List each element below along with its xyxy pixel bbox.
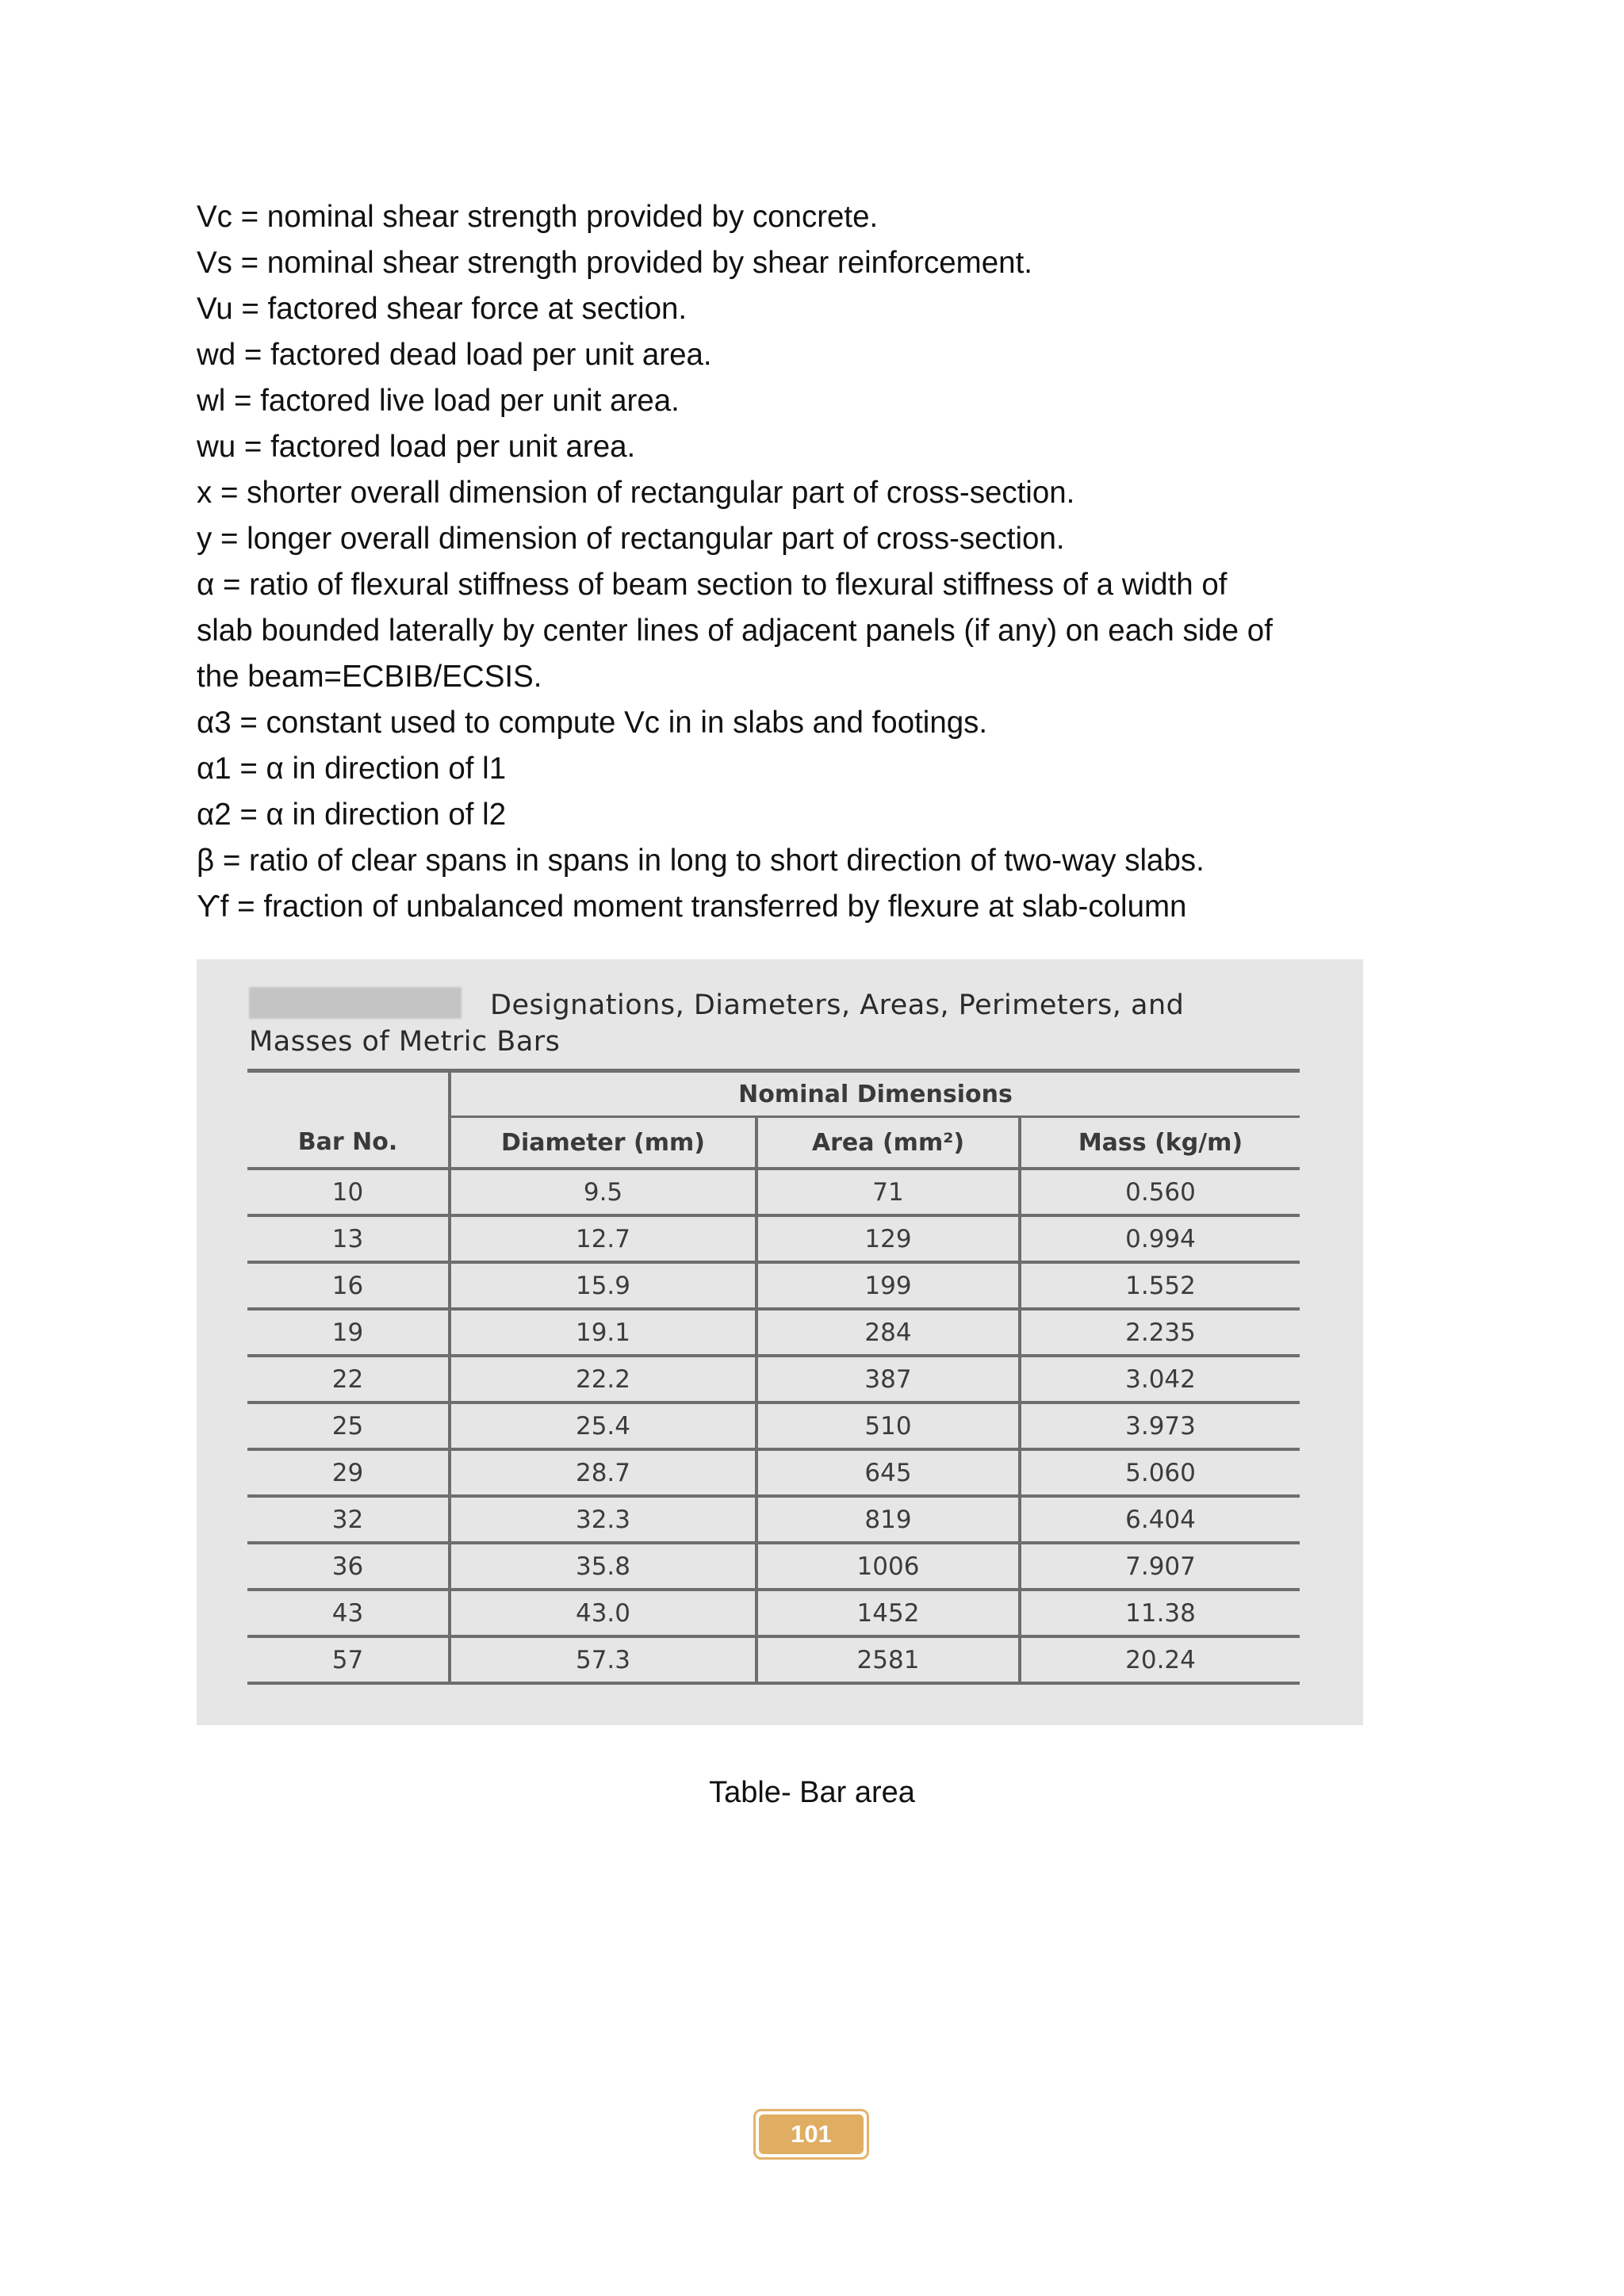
cell-area: 199 [756,1262,1020,1309]
cell-mass: 11.38 [1020,1590,1300,1636]
cell-diameter: 57.3 [450,1636,756,1683]
cell-diameter: 35.8 [450,1543,756,1590]
cell-area: 645 [756,1449,1020,1496]
cell-area: 510 [756,1402,1020,1449]
definition-line: Vu = factored shear force at section. [197,292,688,326]
definition-line: α = ratio of flexural stiffness of beam section to flexural stiffness of a width of [197,568,1228,602]
definition-line: slab bounded laterally by center lines of adjacent panels (if any) on each side of [197,614,1273,648]
definition-line: α3 = constant used to compute Vc in in slabs and footings. [197,706,988,740]
figure-title-line2: Masses of Metric Bars [249,1026,561,1058]
definition-line: α1 = α in direction of l1 [197,752,507,786]
cell-diameter: 28.7 [450,1449,756,1496]
cell-bar-no: 29 [247,1449,450,1496]
cell-bar-no: 25 [247,1402,450,1449]
cell-area: 2581 [756,1636,1020,1683]
cell-mass: 7.907 [1020,1543,1300,1590]
definition-line: α2 = α in direction of l2 [197,798,507,832]
cell-area: 387 [756,1356,1020,1402]
table-row [247,1169,1300,1215]
definition-line: x = shorter overall dimension of rectangular part of cross-section. [197,476,1075,510]
cell-mass: 0.994 [1020,1215,1300,1262]
cell-mass: 5.060 [1020,1449,1300,1496]
page-number: 101 [759,2114,864,2154]
cell-diameter: 15.9 [450,1262,756,1309]
page-number-badge [753,2109,869,2160]
cell-bar-no: 13 [247,1215,450,1262]
cell-bar-no: 36 [247,1543,450,1590]
definition-line: Vs = nominal shear strength provided by shear reinforcement. [197,246,1032,280]
definitions-list [197,194,1386,930]
definition-line: y = longer overall dimension of rectangular part of cross-section. [197,522,1065,556]
figure-title-line1: Designations, Diameters, Areas, Perimeters, and [490,989,1185,1021]
redacted-label [249,987,462,1019]
cell-bar-no: 57 [247,1636,450,1683]
cell-bar-no: 22 [247,1356,450,1402]
table-header-diameter: Diameter (mm) [450,1117,756,1169]
cell-area: 71 [756,1169,1020,1215]
definition-line: wd = factored dead load per unit area. [197,338,712,372]
cell-diameter: 25.4 [450,1402,756,1449]
cell-diameter: 9.5 [450,1169,756,1215]
table-row [247,1496,1300,1543]
cell-area: 1452 [756,1590,1020,1636]
table-group-spacer [247,1073,450,1117]
definition-line: the beam=ECBIB/ECSIS. [197,660,542,694]
cell-mass: 20.24 [1020,1636,1300,1683]
cell-bar-no: 32 [247,1496,450,1543]
cell-diameter: 12.7 [450,1215,756,1262]
cell-diameter: 32.3 [450,1496,756,1543]
cell-bar-no: 43 [247,1590,450,1636]
cell-area: 284 [756,1309,1020,1356]
definition-line: β = ratio of clear spans in spans in long to short direction of two-way slabs. [197,844,1205,878]
table-header-mass: Mass (kg/m) [1020,1117,1300,1169]
table-header-area: Area (mm²) [756,1117,1020,1169]
table-row [247,1262,1300,1309]
table-group-header-row [247,1073,1300,1117]
definition-line: Vc = nominal shear strength provided by concrete. [197,200,879,234]
table-row [247,1449,1300,1496]
cell-area: 129 [756,1215,1020,1262]
cell-mass: 3.973 [1020,1402,1300,1449]
metric-bars-table [247,1069,1300,1685]
cell-diameter: 19.1 [450,1309,756,1356]
table-header-row [247,1117,1300,1169]
cell-area: 1006 [756,1543,1020,1590]
bar-table-figure [197,959,1363,1725]
cell-area: 819 [756,1496,1020,1543]
cell-diameter: 43.0 [450,1590,756,1636]
table-header-bar-no: Bar No. [247,1117,450,1169]
figure-title [249,987,1320,1060]
definition-line: ϒf = fraction of unbalanced moment transferred by flexure at slab-column [197,890,1187,924]
cell-diameter: 22.2 [450,1356,756,1402]
definition-line: wl = factored live load per unit area. [197,384,680,418]
table-group-header: Nominal Dimensions [450,1073,1300,1117]
cell-mass: 0.560 [1020,1169,1300,1215]
table-row [247,1543,1300,1590]
definition-line: wu = factored load per unit area. [197,430,636,464]
table-row [247,1590,1300,1636]
table-row [247,1636,1300,1683]
cell-mass: 2.235 [1020,1309,1300,1356]
table-row [247,1402,1300,1449]
cell-bar-no: 19 [247,1309,450,1356]
table-row [247,1215,1300,1262]
cell-mass: 6.404 [1020,1496,1300,1543]
table-row [247,1356,1300,1402]
cell-bar-no: 16 [247,1262,450,1309]
cell-mass: 3.042 [1020,1356,1300,1402]
cell-bar-no: 10 [247,1169,450,1215]
cell-mass: 1.552 [1020,1262,1300,1309]
table-caption: Table- Bar area [709,1776,915,1809]
table-row [247,1309,1300,1356]
